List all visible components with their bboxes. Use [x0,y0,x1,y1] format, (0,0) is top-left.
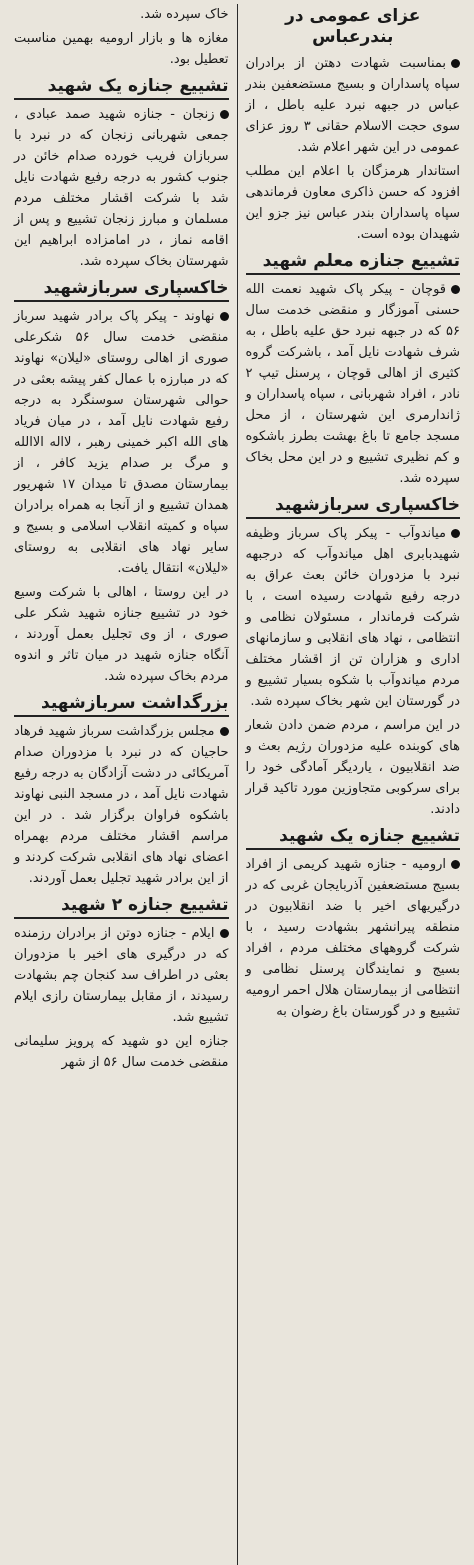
paragraph-text: ایلام - جنازه دوتن از برادران رزمنده که در درگیری های اخیر با مزدوران بعثی در اطراف سد کنجان چم بشهادت رسیدند ، از مقابل بیمارستان رازی ایلام تشییع شد. [14,926,229,1025]
article-nahavand [14,278,229,687]
article-urmia [246,826,461,1022]
article-urmia-continued [14,4,229,70]
paragraph-text: جنازه این دو شهید که پرویز سلیمانی منقضی خدمت سال ۵۶ از شهر [14,1034,229,1070]
left-column [6,4,237,1565]
bullet-icon [220,929,229,938]
headline: خاکسپاری سربازشهید [246,495,461,519]
bullet-icon [451,285,460,294]
paragraph-text: مغازه ها و بازار ارومیه بهمین مناسبت تعطیل بود. [14,31,229,67]
paragraph-text: ارومیه - جنازه شهید کریمی از افراد بسیج مستضعفین آذربایجان غربی که در درگیریهای اخیر با ضد انقلابیون در منطقه پیرانشهر بشهادت رسید ، با شرکت گروههای مختلف مردم ، افراد بسیج و نمایندگان پرسنل نظامی و انتظامی از بیمارستان هلال احمر ارومیه تشییع و در گورستان باغ رضوان به [245,857,460,1019]
article-paragraph [14,923,229,1028]
article-paragraph [14,306,229,579]
article-commemoration [14,693,229,889]
article-paragraph [246,523,461,712]
bullet-icon [451,529,460,538]
headline: تشییع جنازه یک شهید [14,76,229,100]
bullet-icon [451,59,460,68]
paragraph-text: قوچان - پیکر پاک شهید نعمت الله حسنی آموزگار و منقضی خدمت سال ۵۶ که در جبهه نبرد حق علیه باطل ، به شرف شهادت نایل آمد ، باشرکت گروه کثیری از اهالی قوچان ، پرسنل تیپ ۲ نادر ، افراد شهربانی ، سپاه پاسداران و ژاندارمری این شهرستان ، از محل مسجد جامع تا باغ بهشت بطرز باشکوه و کم نظیری تشییع و در این محل بخاک سپرده شد. [245,282,460,486]
paragraph-text: خاک سپرده شد. [140,7,229,22]
paragraph-text: بمناسبت شهادت دهتن از برادران سپاه پاسداران و بسیج مستضعفین بندر عباس در جبهه نبرد علیه باطل ، از سوی حجت الاسلام حقانی ۳ روز عزای عمومی در این شهر اعلام شد. [245,56,460,155]
paragraph-text: استاندار هرمزگان با اعلام این مطلب افزود که حسن ذاکری معاون فرماندهی سپاه پاسداران بندر عباس نیز جزو این شهیدان بوده است. [245,164,460,242]
headline: تشییع جنازه معلم شهید [246,251,461,275]
paragraph-text: در این مراسم ، مردم ضمن دادن شعار های کوبنده علیه مزدوران رژیم بعث و ضد انقلابیون ، یاردیگر آمادگی خود را برای سرکوبی متجاوزین مورد تاکید قرار دادند. [245,718,460,817]
article-paragraph [14,721,229,889]
right-column [237,4,469,1565]
article-paragraph [246,854,461,1022]
headline: بزرگداشت سربازشهید [14,693,229,717]
article-ilam [14,895,229,1073]
headline: تشییع جنازه ۲ شهید [14,895,229,919]
headline: عزای عمومی در بندرعباس [285,6,421,47]
paragraph-text: در این روستا ، اهالی با شرکت وسیع خود در تشییع جنازه شهید شکر علی صوری ، از وی تجلیل بعمل آوردند ، آنگاه جنازه شهید در میان تاثر و اندوه مردم بخاک سپرده شد. [14,585,229,684]
paragraph-text: میاندوآب - پیکر پاک سرباز وظیفه شهیدبابری اهل میاندوآب که درجبهه نبرد با مزدوران خائن بعث عراق به درجه رفیع شهادت رسیده است ، با شرکت فرماندار ، مسئولان نظامی و انتظامی ، نهاد های انقلابی و سازمانهای اداری و هزاران تن از اقشار مختلف مردم میاندوآب با شکوه بسیار تشییع و در گورستان این شهر بخاک سپرده شد. [245,526,460,709]
bullet-icon [220,110,229,119]
article-paragraph [14,104,229,272]
bullet-icon [451,860,460,869]
headline: تشییع جنازه یک شهید [246,826,461,850]
headline: خاکسپاری سربازشهید [14,278,229,302]
paragraph-text: زنجان - جنازه شهید صمد عبادی ، جمعی شهربانی زنجان که در نبرد با سربازان فریب خورده صدام خائن در جنوب کشور به درجه رفیع شهادت نایل شد با شرکت اقشار مختلف مردم مسلمان و مبارز زنجان تشییع و پس از اقامه نماز ، در امامزاده ابراهیم این شهرستان بخاک سپرده شد. [14,107,229,269]
article-zanjan [14,76,229,272]
bullet-icon [220,312,229,321]
bullet-icon [220,727,229,736]
article-miandoab [246,495,461,820]
paragraph-text: مجلس بزرگداشت سرباز شهید فرهاد حاجیان که در نبرد با مزدوران صدام آمریکائی در دشت آزادگان به درجه رفیع شهادت نایل آمد ، در مسجد النبی نهاوند باشکوه فراوان برگزار شد . در این مراسم اقشار مختلف مردم بهمراه اعضای نهاد های انقلابی شرکت کردند و از این برادر شهید تجلیل بعمل آوردند. [14,724,229,886]
article-paragraph [246,53,461,158]
article-paragraph [246,279,461,489]
article-quchan [246,251,461,489]
article-bandar-abbas [246,6,461,245]
paragraph-text: نهاوند - پیکر پاک برادر شهید سرباز منقضی خدمت سال ۵۶ شکرعلی صوری از اهالی روستای «لیلان» نهاوند که در مبارزه با عمال کفر پیشه بعثی در حوالی شهرستان سوسنگرد به درجه رفیع شهادت نایل آمد ، در میان فریاد های الله اکبر خمینی رهبر ، لااله الاالله و مرگ بر صدام یزید کافر ، از بیمارستان مصدق تا میدان ۱۷ شهریور همدان تشییع و از آنجا به همراه برادران سپاه و کمیته انقلاب اسلامی و بسیج و سایر نهاد های انقلابی به روستای «لیلان» انتقال یافت. [14,309,229,576]
